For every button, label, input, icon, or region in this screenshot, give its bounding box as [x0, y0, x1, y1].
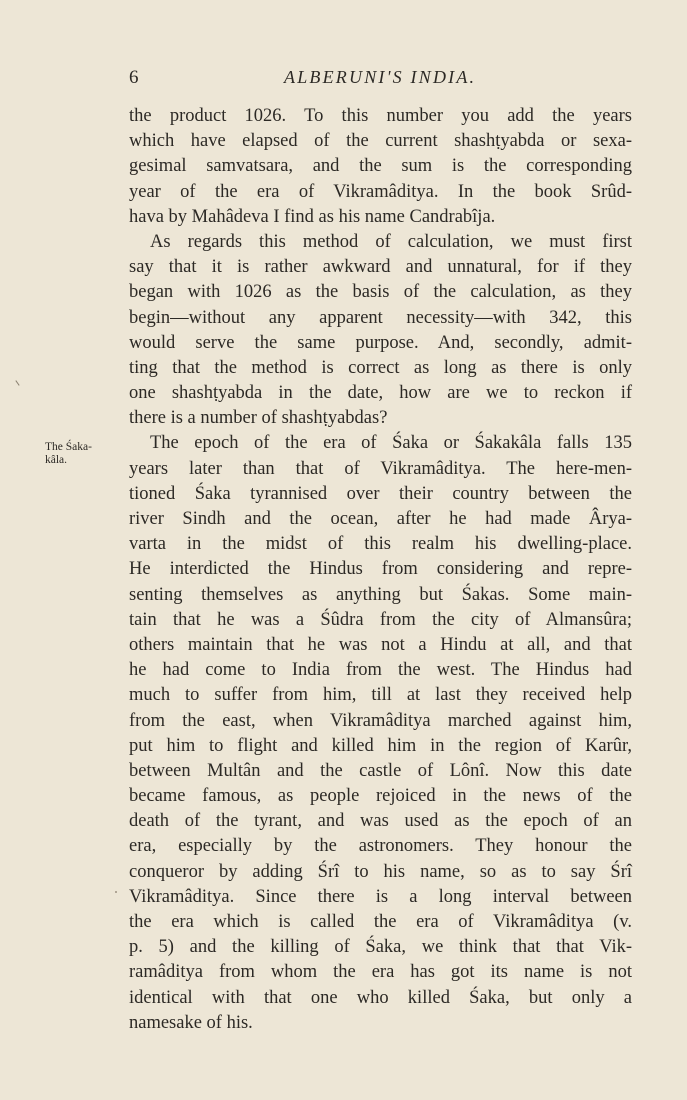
text-line: one shashṭyabda in the date, how are we to reckon if — [129, 383, 632, 404]
text-line: gesimal samvatsara, and the sum is the corresponding — [129, 156, 632, 177]
running-head: ALBERUNI'S INDIA. — [284, 67, 477, 87]
page-number: 6 — [129, 67, 139, 88]
text-line: The epoch of the era of Śaka or Śakakâla falls 135 — [150, 433, 632, 454]
text-line: others maintain that he was not a Hindu at all, and that — [129, 634, 632, 655]
text-line: there is a number of shashṭyabdas? — [129, 408, 388, 429]
text-line: Vikramâditya. Since there is a long interval between — [129, 886, 632, 907]
marginal-note-line: kâla. — [45, 454, 68, 466]
text-line: the product 1026. To this number you add the years — [129, 106, 632, 126]
text-line: begin—without any apparent necessity—with 342, this — [129, 307, 632, 328]
text-line: from the east, when Vikramâditya marched against him, — [129, 710, 632, 731]
text-line: which have elapsed of the current shashṭyabda or sexa- — [129, 131, 632, 152]
ink-speck — [15, 380, 19, 385]
paragraph-1 — [129, 104, 632, 230]
text-line: the era which is called the era of Vikramâditya (v. — [129, 912, 632, 932]
text-line: tain that he was a Śûdra from the city of Almansûra; — [129, 609, 632, 630]
text-line: identical with that one who killed Śaka, but only a — [129, 987, 632, 1008]
text-line: namesake of his. — [129, 1012, 253, 1033]
marginal-note-line: The Śaka- — [45, 441, 92, 453]
text-line: varta in the midst of this realm his dwelling-place. — [129, 534, 632, 555]
ink-speck — [115, 891, 117, 893]
text-line: death of the tyrant, and was used as the epoch of an — [129, 811, 632, 832]
text-line: As regards this method of calculation, we must first — [150, 231, 632, 252]
text-line: year of the era of Vikramâditya. In the book Srûd- — [129, 181, 632, 202]
text-line: he had come to India from the west. The Hindus had — [129, 660, 632, 681]
body-text — [129, 104, 632, 1036]
text-line: ramâditya from whom the era has got its name is not — [129, 962, 632, 983]
text-line: senting themselves as anything but Śakas. Some main- — [129, 584, 632, 605]
text-line: He interdicted the Hindus from considering and repre- — [129, 559, 632, 580]
text-line: between Multân and the castle of Lônî. Now this date — [129, 760, 632, 781]
text-line: much to suffer from him, till at last they received help — [129, 685, 632, 706]
paragraph-3 — [129, 431, 632, 1036]
text-line: conqueror by adding Śrî to his name, so as to say Śrî — [129, 861, 632, 882]
text-line: would serve the same purpose. And, secondly, admit- — [129, 332, 632, 353]
text-line: years later than that of Vikramâditya. The here-men- — [129, 458, 632, 479]
text-line: ting that the method is correct as long as there is only — [129, 357, 632, 378]
text-line: began with 1026 as the basis of the calculation, as they — [129, 282, 632, 303]
text-line: became famous, as people rejoiced in the news of the — [129, 786, 632, 807]
text-line: put him to flight and killed him in the region of Karûr, — [129, 735, 632, 756]
text-line: p. 5) and the killing of Śaka, we think that that Vik- — [129, 937, 632, 958]
text-line: river Sindh and the ocean, after he had made Ârya- — [129, 509, 632, 529]
text-line: hava by Mahâdeva I find as his name Candrabîja. — [129, 206, 496, 227]
marginal-note — [45, 441, 117, 467]
paragraph-2 — [129, 230, 632, 432]
text-line: say that it is rather awkward and unnatural, for if they — [129, 257, 632, 278]
text-line: era, especially by the astronomers. They honour the — [129, 836, 632, 857]
text-line: tioned Śaka tyrannised over their country between the — [129, 483, 632, 504]
